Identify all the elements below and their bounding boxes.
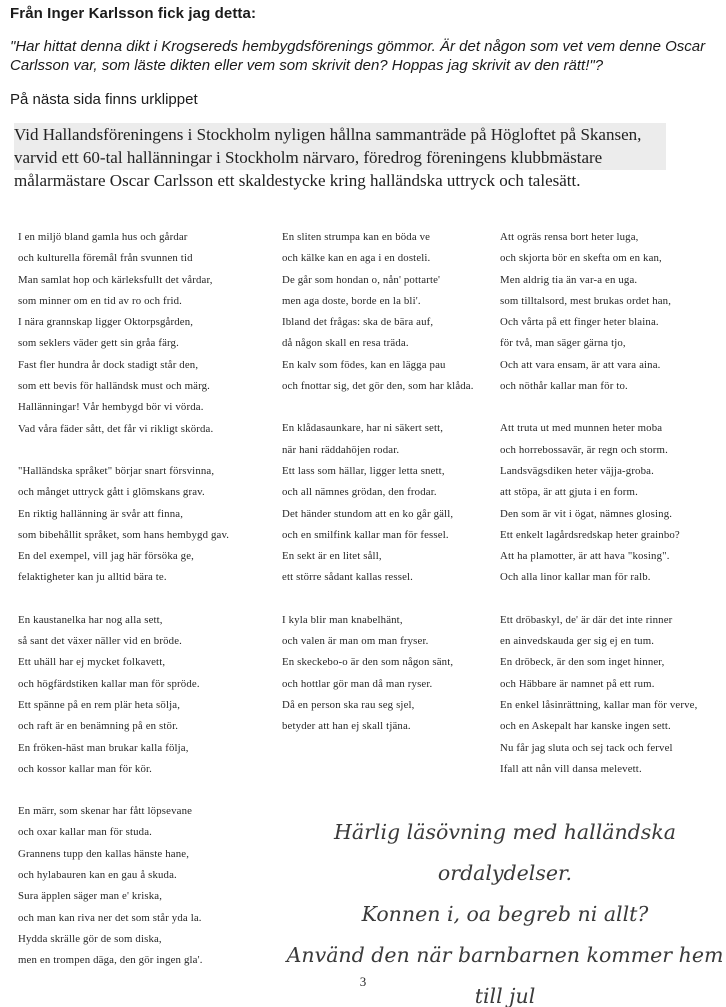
- poem-stanza: [500, 418, 722, 588]
- poem-line: och kossor kallar man för kör.: [18, 762, 153, 775]
- poem-line: De går som hondan o, nån' pottarte': [282, 273, 441, 286]
- poem-line: Ett spänne på en rem plär heta sölja,: [18, 698, 181, 711]
- poem-line: Den som är vit i ögat, nämnes glosing.: [500, 507, 673, 520]
- poem-line: en ainvedskauda ger sig ej en tum.: [500, 635, 655, 648]
- poem-line: ett större sådant kallas ressel.: [282, 571, 414, 584]
- poem-line: Och alla linor kallar man för ralb.: [500, 571, 651, 584]
- poem-line: att stöpa, är att gjuta i en form.: [500, 486, 638, 499]
- poem-line: och en smilfink kallar man för fessel.: [282, 528, 449, 541]
- poem-line: och fnottar sig, det gör den, som har klåda.: [282, 380, 474, 393]
- poem-line: men aga doste, borde en la bli'.: [282, 294, 421, 307]
- poem-line: Fast fler hundra år dock stadigt står den,: [18, 358, 199, 371]
- poem-line: Grannens tupp den kallas hänste hane,: [18, 847, 190, 860]
- header-from-line: Från Inger Karlsson fick jag detta:: [10, 5, 257, 22]
- poem-column-3: [500, 227, 722, 801]
- poem-line: I nära grannskap ligger Oktorpsgården,: [18, 316, 194, 329]
- poem-line: när hani räddahöjen rodar.: [282, 443, 400, 456]
- poem-stanza: [282, 227, 494, 397]
- poem-line: En kaustanelka har nog alla sett,: [18, 613, 163, 626]
- header-quote: "Har hittat denna dikt i Krogsereds hembygdsförenings gömmor. Är det någon som vet vem denne Oscar Carlsson var, som läste dikten eller vem som skrivit den? Hoppas jag skrivit av den rätt!"?: [10, 38, 706, 74]
- poem-line: En riktig hallänning är svår att finna,: [18, 507, 184, 520]
- poem-line: och nöthår kallar man för to.: [500, 380, 628, 393]
- poem-line: Ett lass som hällar, ligger letta snett,: [282, 464, 445, 477]
- poem-line: som tilltalsord, mest brukas ordet han,: [500, 294, 672, 307]
- poem-line: och valen är man om man fryser.: [282, 635, 429, 648]
- poem-line: Nu får jag sluta och sej tack och fervel: [500, 741, 673, 754]
- poem-stanza: [500, 610, 722, 780]
- header-next-page-line: På nästa sida finns urklippet: [10, 91, 198, 108]
- poem-line: I kyla blir man knabelhänt,: [282, 613, 403, 626]
- poem-line: I en miljö bland gamla hus och gårdar: [18, 231, 188, 243]
- poem-line: En märr, som skenar har fått löpsevane: [18, 805, 193, 818]
- poem-stanza: [282, 418, 494, 588]
- poem-line: Ett uhäll har ej mycket folkavett,: [18, 656, 166, 669]
- poem-line: En sliten strumpa kan en böda ve: [282, 231, 431, 243]
- clipping-intro-paragraph: Vid Hallandsföreningens i Stockholm nyligen hållna sammanträde på Högloftet på Skansen, varvid ett 60-tal hallänningar i Stockholm närvaro, föredrog föreningens klubbmästare målarmästare Oscar Carlsson ett skaldestycke kring halländska uttryck och talesätt.: [14, 123, 666, 192]
- poem-line: Då en person ska rau seg sjel,: [282, 698, 415, 711]
- poem-line: Ett enkelt lagårdsredskap heter grainbo?: [500, 528, 680, 541]
- closing-line: Använd den när barnbarnen kommer hem till jul: [286, 943, 724, 1007]
- poem-line: Det händer stundom att en ko går gäll,: [282, 507, 454, 520]
- poem-line: och all nämnes grödan, den frodar.: [282, 486, 437, 499]
- poem-line: Ibland det frågas: ska de bära auf,: [282, 316, 434, 329]
- poem-line: och skjorta bör en skefta om en kan,: [500, 252, 662, 265]
- poem-line: Att ha plamotter, är att hava "kosing".: [500, 550, 670, 563]
- poem-line: "Halländska språket" börjar snart försvinna,: [18, 464, 215, 477]
- poem-line: och kälke kan en aga i en dosteli.: [282, 252, 431, 265]
- poem-stanza: [282, 610, 494, 738]
- poem-line: och Häbbare är namnet på ett rum.: [500, 677, 655, 690]
- poem-line: Landsvägsdiken heter väjja-groba.: [500, 464, 654, 477]
- poem-line: och hylabauren kan en gau å skuda.: [18, 869, 177, 882]
- poem-line: En skeckebo-o är den som någon sänt,: [282, 656, 454, 669]
- poem-line: som seklers väder gett sin gråa färg.: [18, 337, 179, 350]
- poem-line: Man samlat hop och kärleksfullt det vårdar,: [18, 273, 213, 286]
- poem-line: En kalv som födes, kan en lägga pau: [282, 358, 446, 371]
- poem-column-1: [18, 227, 276, 993]
- poem-line: och högfärdstiken kallar man för spröde.: [18, 677, 200, 690]
- poem-line: En del exempel, vill jag här försöka ge,: [18, 550, 194, 563]
- poem-stanza: [18, 461, 276, 589]
- poem-line: och raft är en benämning på en stör.: [18, 720, 179, 733]
- poem-column-2: [282, 227, 494, 759]
- poem-line: som bibehållit språket, som hans hembygd gav.: [18, 528, 230, 541]
- poem-line: som minner om en tid av ro och frid.: [18, 294, 183, 307]
- poem-line: Att truta ut med munnen heter moba: [500, 422, 663, 435]
- poem-line: felaktigheter kan ju alltid bära te.: [18, 571, 167, 584]
- poem-line: så sant det växer näller vid en bröde.: [18, 635, 182, 648]
- poem-line: Vad våra fäder sått, det får vi rikligt skörda.: [18, 422, 214, 435]
- poem-line: Hallänningar! Vår hembygd bör vi vörda.: [18, 401, 204, 414]
- poem-line: Sura äpplen säger man e' kriska,: [18, 890, 163, 903]
- poem-line: Ifall att nån vill dansa melevett.: [500, 762, 642, 775]
- poem-line: och kulturella föremål från svunnen tid: [18, 252, 193, 265]
- poem-line: En fröken-häst man brukar kalla följa,: [18, 741, 189, 754]
- poem-line: och oxar kallar man för studa.: [18, 826, 153, 839]
- poem-line: och en Askepalt har kanske ingen sett.: [500, 720, 671, 733]
- poem-stanza: [500, 227, 722, 397]
- poem-line: som ett bevis för halländsk must och märg.: [18, 380, 211, 393]
- poem-line: Hydda skrälle gör de som diska,: [18, 932, 162, 945]
- poem-line: och horrebossavär, är regn och storm.: [500, 443, 668, 456]
- closing-line: Härlig läsövning med halländska ordalydelser.: [334, 820, 676, 885]
- poem-line: Att ogräs rensa bort heter luga,: [500, 231, 639, 243]
- poem-line: och man kan riva ner det som står yda la.: [18, 911, 202, 924]
- poem-line: En enkel låsinrättning, kallar man för verve,: [500, 698, 698, 711]
- poem-line: En klådasaunkare, har ni säkert sett,: [282, 422, 444, 435]
- poem-line: betyder att han ej skall tjäna.: [282, 720, 411, 733]
- closing-line: Konnen i, oa begreb ni allt?: [361, 902, 649, 926]
- poem-line: Och att vara ensam, är att vara aina.: [500, 358, 661, 371]
- poem-line: Men aldrig tia än var-a en uga.: [500, 273, 638, 286]
- poem-line: men en trompen däga, den gör ingen gla'.: [18, 954, 203, 967]
- page-number: 3: [359, 974, 367, 989]
- poem-line: Och vårta på ett finger heter blaina.: [500, 316, 659, 329]
- poem-stanza: [18, 801, 276, 971]
- poem-line: En dröbeck, är den som inget hinner,: [500, 656, 665, 669]
- poem-line: då någon skall en resa träda.: [282, 337, 409, 350]
- poem-line: för två, man säger gärna tjo,: [500, 337, 626, 350]
- poem-stanza: [18, 610, 276, 780]
- poem-stanza: [18, 227, 276, 440]
- poem-line: och hottlar gör man då man ryser.: [282, 677, 433, 690]
- poem-line: och månget uttryck gått i glömskans grav.: [18, 486, 205, 499]
- poem-line: Ett dröbaskyl, de' är där det inte rinner: [500, 613, 673, 626]
- poem-line: En sekt är en litet såll,: [282, 550, 382, 563]
